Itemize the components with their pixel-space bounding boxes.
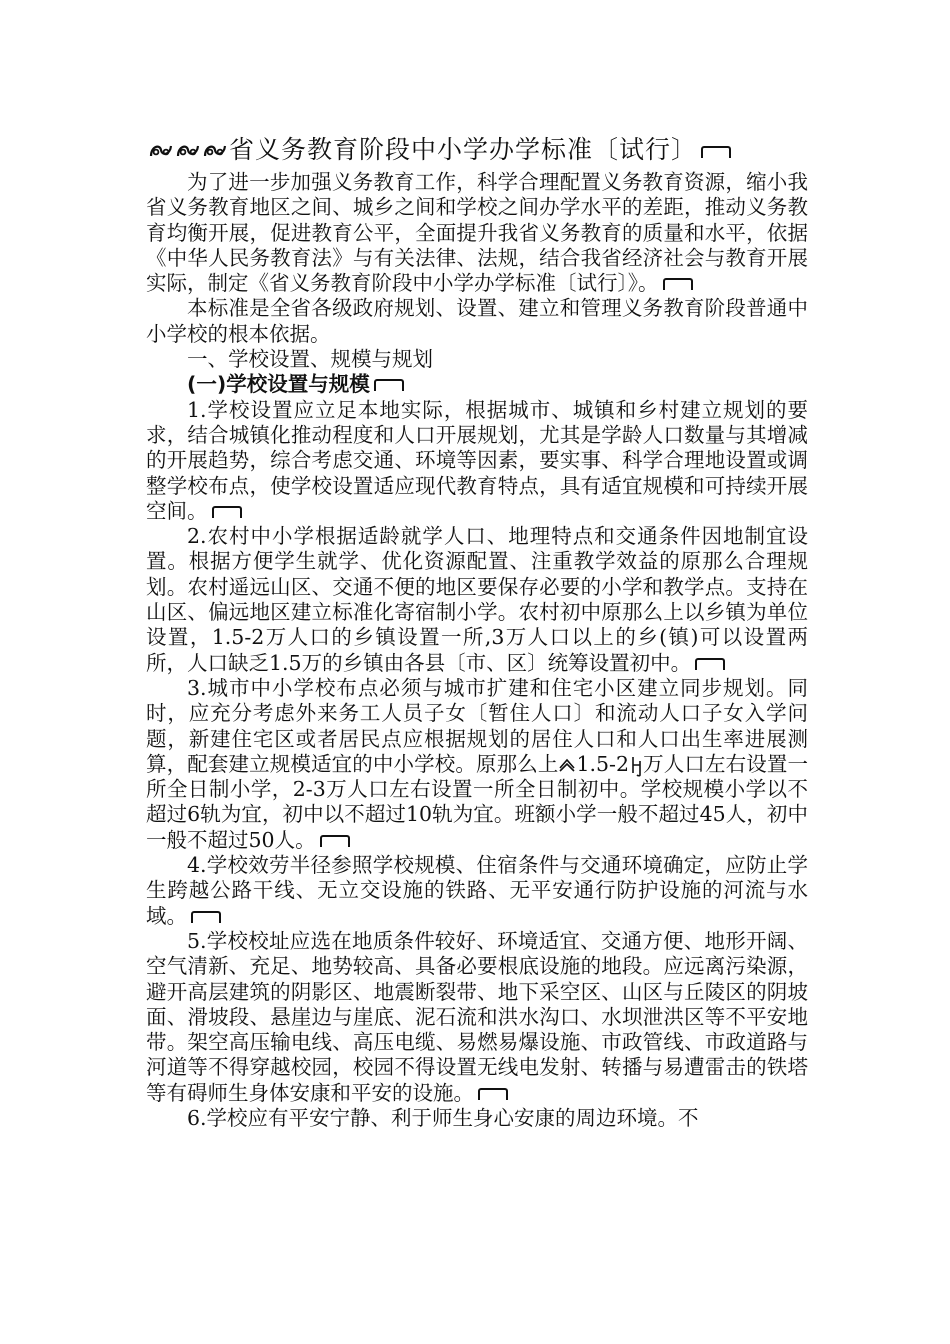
paragraph-item-2: 2.农村中小学根据适龄就学人口、地理特点和交通条件因地制宜设置。根据方便学生就学、优化资源配置、注重教学效益的原那么合理规划。农村遥远山区、交通不便的地区要保存必要的小学和教学点。支持在山区、偏远地区建立标准化寄宿制小学。农村初中原那么上以乡镇为单位设置，1.5-2万人口的乡镇设置一所,3万人口以上的乡(镇)可以设置两所，人口缺乏1.5万的乡镇由各县〔市、区〕统筹设置初中。	[146, 524, 808, 675]
paragraph-item-4: 4.学校效劳半径参照学校规模、住宿条件与交通环境确定，应防止学生跨越公路干线、无立交设施的铁路、无平安通行防护设施的河流与水域。	[146, 853, 808, 928]
paragraph-intro: 为了进一步加强义务教育工作，科学合理配置义务教育资源，缩小我省义务教育地区之间、城乡之间和学校之间办学水平的差距，推动义务教育均衡开展，促进教育公平，全面提升我省义务教育的质量和水平，依据《中华人民务教育法》与有关法律、法规，结合我省经济社会与教育开展实际，制定《省义务教育阶段中小学办学标准〔试行〕》。	[146, 170, 808, 296]
garbled-symbol-icon	[629, 755, 643, 777]
paragraph-mark-icon	[695, 658, 725, 670]
paragraph-basis: 本标准是全省各级政府规划、设置、建立和管理义务教育阶段普通中小学校的根本依据。	[146, 296, 808, 346]
placeholder-glyph-icon	[175, 140, 201, 160]
paragraph-item-3: 3.城市中小学校布点必须与城市扩建和住宅小区建立同步规划。同时，应充分考虑外来务工人员子女〔暂住人口〕和流动人口子女入学问题，新建住宅区或者居民点应根据规划的居住人口和人口出生率进展测算，配套建立规模适宜的中小学校。原那么上 1.5-2 万人口左右设置一所全日制小学，2-3万人口左右设置一所全日制初中。学校规模小学以不超过6轨为宜，初中以不超过10轨为宜。班额小学一般不超过45人，初中一般不超过50人。	[146, 675, 809, 852]
document-body	[146, 170, 808, 1131]
paragraph-mark-icon	[191, 911, 221, 923]
paragraph-mark-icon	[701, 146, 731, 158]
subsection-heading: (一)学校设置与规模	[146, 372, 808, 397]
placeholder-glyph-icon	[148, 140, 174, 160]
paragraph-mark-icon	[478, 1088, 508, 1100]
paragraph-item-6: 6.学校应有平安宁静、利于师生身心安康的周边环境。不	[187, 1105, 699, 1130]
paragraph-item-5: 5.学校校址应选在地质条件较好、环境适宜、交通方便、地形开阔、空气清新、充足、地势较高、具备必要根底设施的地段。应远离污染源，避开高层建筑的阴影区、地震断裂带、地下采空区、山区与丘陵区的阴坡面、滑坡段、悬崖边与崖底、泥石流和洪水沟口、水坝泄洪区等不平安地带。架空高压输电线、高压电缆、易燃易爆设施、市政管线、市政道路与河道等不得穿越校园，校园不得设置无线电发射、转播与易遭雷击的铁塔等有碍师生身体安康和平安的设施。	[146, 928, 808, 1105]
paragraph-mark-icon	[320, 835, 350, 847]
placeholder-glyph-icon	[202, 140, 228, 160]
paragraph-mark-icon	[212, 506, 242, 518]
document-title-text: 省义务教育阶段中小学办学标准〔试行〕	[229, 135, 698, 164]
paragraph-mark-icon	[374, 379, 404, 391]
section-heading: 一、学校设置、规模与规划	[187, 347, 433, 372]
paragraph-mark-icon	[663, 278, 693, 290]
garbled-symbol-icon	[558, 756, 576, 772]
document-title	[148, 132, 808, 168]
paragraph-item-1: 1.学校设置应立足本地实际，根据城市、城镇和乡村建立规划的要求，结合城镇化推动程度和人口开展规划，尤其是学龄人口数量与其增减的开展趋势，综合考虑交通、环境等因素，要实事、科学合理地设置或调整学校布点，使学校设置适应现代教育特点，具有适宜规模和可持续开展空间。	[146, 397, 808, 523]
